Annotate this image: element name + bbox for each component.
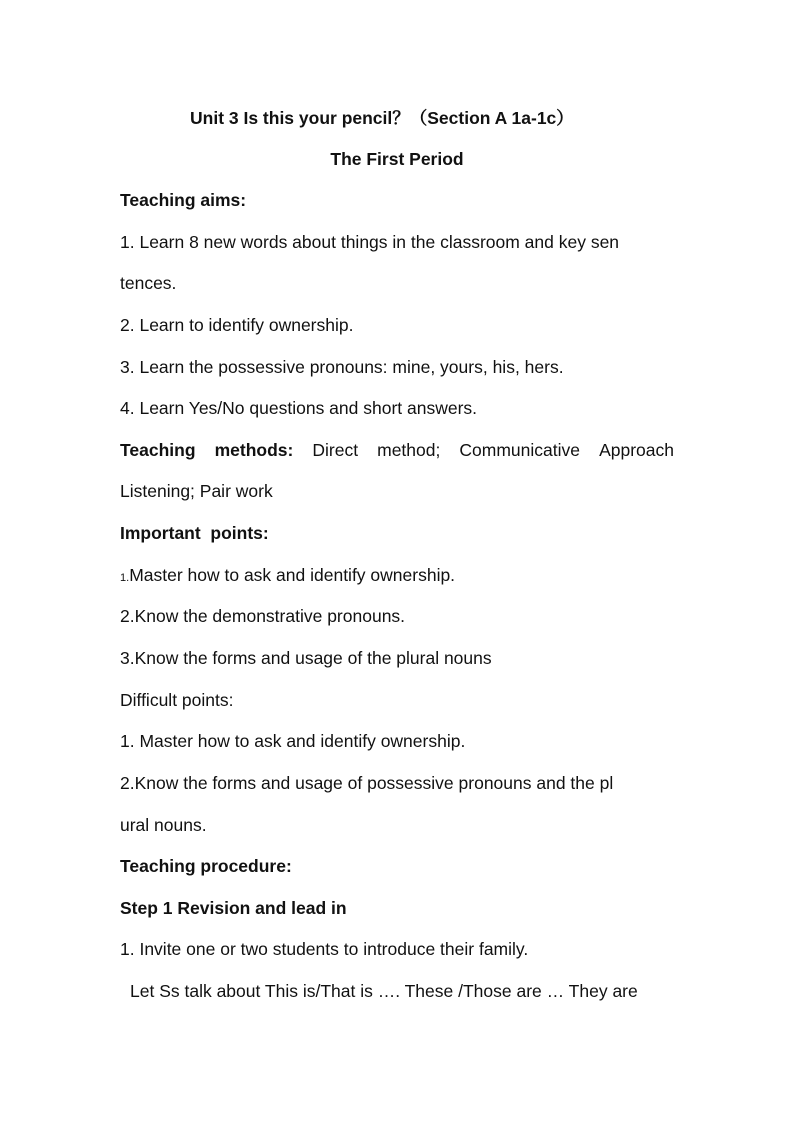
teaching-methods-label-1: Teaching [120, 440, 196, 460]
step-1-heading: Step 1 Revision and lead in [120, 898, 347, 918]
important-point-1-number: 1. [120, 572, 130, 584]
aim-item-4: 4. Learn Yes/No questions and short answers. [120, 398, 478, 418]
difficult-point-2-line-2: ural nouns. [120, 815, 207, 835]
important-points-heading: Important points: [120, 523, 269, 543]
important-point-3: 3.Know the forms and usage of the plural nouns [120, 648, 492, 668]
important-point-2: 2.Know the demonstrative pronouns. [120, 606, 406, 626]
method-word-2: method; [377, 440, 441, 460]
aim-item-3: 3. Learn the possessive pronouns: mine, yours, his, hers. [120, 357, 564, 377]
important-point-1 [120, 564, 455, 589]
important-point-1-text: Master how to ask and identify ownership. [129, 565, 456, 585]
step-1-item-1: 1. Invite one or two students to introduce their family. [120, 939, 529, 959]
aim-item-2: 2. Learn to identify ownership. [120, 315, 354, 335]
method-word-3: Communicative [459, 440, 581, 460]
step-1-item-2: Let Ss talk about This is/That is …. These /Those are … They are [130, 981, 638, 1001]
difficult-points-heading: Difficult points: [120, 690, 234, 710]
teaching-methods-line-2: Listening; Pair work [120, 481, 273, 501]
teaching-procedure-heading: Teaching procedure: [120, 856, 292, 876]
document-title: Unit 3 Is this your pencil？（Section A 1a-1c） [190, 108, 574, 128]
aim-item-1-line-1: 1. Learn 8 new words about things in the classroom and key sen [120, 232, 620, 252]
method-word-4: Approach [599, 440, 674, 460]
teaching-aims-heading: Teaching aims: [120, 190, 247, 210]
teaching-methods-line [120, 439, 674, 461]
teaching-methods-label-2: methods: [214, 440, 294, 460]
period-subtitle: The First Period [330, 149, 464, 169]
difficult-point-1: 1. Master how to ask and identify ownership. [120, 731, 466, 751]
method-word-1: Direct [312, 440, 359, 460]
difficult-point-2-line-1: 2.Know the forms and usage of possessive pronouns and the pl [120, 773, 614, 793]
aim-item-1-line-2: tences. [120, 273, 177, 293]
